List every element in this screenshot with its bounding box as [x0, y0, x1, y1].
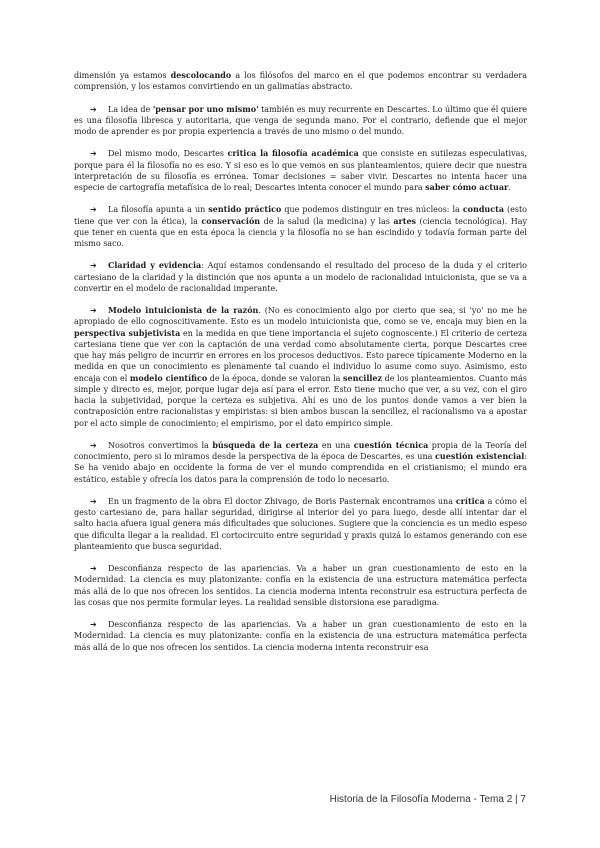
bullet-paragraph [74, 496, 527, 552]
arrow-bullet-icon: ➔ [90, 205, 97, 215]
arrow-bullet-icon: ➔ [90, 620, 97, 629]
bold-term: sentido práctico [208, 204, 282, 215]
bold-term: sencillez [343, 372, 383, 383]
bold-term: conducta [462, 204, 504, 215]
bullet-paragraph [74, 104, 527, 138]
page-footer: Historia de la Filosofía Moderna - Tema 2 | 7 [329, 794, 526, 805]
text-run: de la época, donde se valoran la [207, 373, 343, 383]
bold-term: saber cómo actuar [425, 182, 509, 192]
bold-term: 'pensar por uno mismo' [152, 103, 259, 114]
bold-term: Claridad y evidencia [108, 260, 202, 271]
text-run: La filosofía apunta a un [108, 205, 209, 215]
text-run: en la medida en que tiene importancia el sujeto cognoscente.) El criterio de certeza cartesiana tiene que ver con la captación de una verdad como absolutamente cierta, porque Descartes cree que hay más peligro de incurrir en errores en los procesos deductivos. Esto parece típicamente Moderno en la medida en que un conocimiento es plenamente tal cuando el individuo lo asume como suyo. Asimismo, esto encaja con el [74, 328, 528, 383]
bold-term: modelo científico [129, 372, 208, 383]
arrow-bullet-icon: ➔ [90, 440, 97, 450]
text-run: (esto tiene que ver con la ética), la [74, 205, 527, 226]
text-run: dimensión ya estamos [74, 71, 171, 80]
bold-term: cuestión existencial [435, 451, 525, 461]
continuation-paragraph [74, 70, 527, 93]
text-run: La idea de [108, 104, 153, 114]
text-run: Desconfianza respecto de las apariencias. Va a haber un gran cuestionamiento de esto en la Modernidad. La ciencia es muy platonizante: confía en la existencia de una estructura matemática perfecta más allá de lo que nos ofrecen los sentidos. La ciencia moderna intenta reconstruir esa [74, 620, 527, 652]
bold-term: cuestión técnica [353, 439, 429, 450]
text-run: Nosotros convertimos la [108, 440, 213, 450]
arrow-bullet-icon: ➔ [90, 496, 97, 506]
arrow-bullet-icon: ➔ [90, 261, 97, 271]
text-run: Desconfianza respecto de las apariencias. Va a haber un gran cuestionamiento de esto en la Modernidad. La ciencia es muy platonizante: confía en la existencia de una estructura matemática perfecta más allá de lo que nos ofrecen los sentidos. La ciencia moderna intenta reconstruir esa estructura perfecta de las cosas que nos permite formular leyes. La realidad sensible distorsiona ese paradigma. [74, 564, 527, 607]
text-run: también es muy recurrente en Descartes. Lo último que él quiere es una filosofía libresca y autoritaria, que venga de segunda mano. Por el contrario, defiende que el mejor modo de aprender es por propia experiencia a través de uno mismo o del mundo. [74, 104, 527, 136]
bullet-paragraph [74, 440, 527, 485]
text-run: que consiste en sutilezas especulativas, porque para él la filosofía no es eso. Y si eso es lo que vemos en sus planteamientos, quiere decir que nuestra interpretación de su filosofía es errónea. Tomar decisiones = saber vivir. Descartes no intenta hacer una especie de cartografía metafísica de lo real; Descartes intenta conocer el mundo para [74, 149, 528, 192]
text-run: Del mismo modo, Descartes [108, 149, 228, 159]
text-run: En un fragmento de la obra El doctor Zhivago, de Boris Pasternak encontramos una [108, 496, 456, 506]
text-run: en una [318, 440, 354, 450]
bold-term: perspectiva subjetivista [74, 327, 181, 338]
arrow-bullet-icon: ➔ [90, 104, 97, 114]
bullet-paragraph [74, 305, 527, 429]
text-run: de los planteamientos. Cuanto más simple y directo es, mejor, porque lugar deja así para el error. Esto tiene mucho que ver, a su vez, con el giro hacia la subjetividad, porque la certeza es subjetiva. Ahí es uno de los puntos donde vamos a ver bien la contraposición entre racionalistas y empiristas: si bien ambos buscan la sencillez, el racionalismo va a apostar por el acto simple de conocimiento; el empirismo, por el dato empírico simple. [74, 373, 528, 428]
bold-term: descolocando [170, 70, 232, 80]
text-run: de la salud (la medicina) y las [260, 216, 394, 226]
bold-term: búsqueda de la certeza [212, 439, 319, 450]
bullet-paragraph [74, 204, 527, 249]
text-run: que podemos distinguir en tres núcleos: la [281, 205, 463, 215]
bold-term: conservación [201, 215, 261, 226]
bold-term: crítica [455, 495, 485, 506]
text-run: (ciencia tecnológica). Hay que tener en cuenta que en esta época la ciencia y la filosofía no se han escindido y todavía forman parte del mismo saco. [74, 216, 528, 248]
text-run: a cómo el gesto cartesiano de, para hallar seguridad, dirigirse al interior del yo para luego, desde allí intentar dar el salto hacia afuera igual genera más dificultades que soluciones. Sugiere que la conciencia es un medio espeso que dificulta llegar a la realidad. El cortocircuito entre seguridad y praxis quizá lo estamos generando con ese planteamiento que busca seguridad. [74, 496, 528, 551]
bold-term: artes [393, 215, 417, 226]
arrow-bullet-icon: ➔ [90, 306, 97, 315]
text-run: : Se ha venido abajo en occidente la forma de ver el mundo comprendida en el cristianismo; el mundo era estático, estable y ofrecía los datos para la comprensión de todo lo necesario. [74, 452, 527, 484]
text-run: . (No es conocimiento algo por cierto que sea, si 'yo' no me he apropiado de ello cognoscitivamente. Esto es un modelo intuicionista que, como se ve, encaja muy bien en la [74, 306, 527, 327]
bullet-paragraph [74, 260, 527, 294]
bold-term: Modelo intuicionista de la razón [108, 305, 259, 315]
bullet-paragraph [74, 619, 527, 653]
arrow-bullet-icon: ➔ [90, 564, 97, 573]
text-run: . [508, 183, 511, 192]
bold-term: critica la filosofía académica [227, 148, 359, 159]
bullet-paragraph [74, 148, 527, 193]
text-run: a los filósofos del marco en el que podemos encontrar su verdadera comprensión, y los estamos convirtiendo en un galimatías abstracto. [74, 71, 527, 92]
text-run: : Aquí estamos condensando el resultado del proceso de la duda y el criterio cartesiano de la claridad y la distinción que nos apunta a un modelo de racionalidad intuicionista, que se va a convertir en el modelo de racionalidad imperante. [74, 261, 527, 293]
document-body [74, 70, 527, 664]
bullet-paragraph [74, 563, 527, 608]
arrow-bullet-icon: ➔ [90, 149, 97, 159]
text-run: propia de la Teoría del conocimiento, pero si lo miramos desde la perspectiva de la época de Descartes, es una [74, 440, 527, 461]
